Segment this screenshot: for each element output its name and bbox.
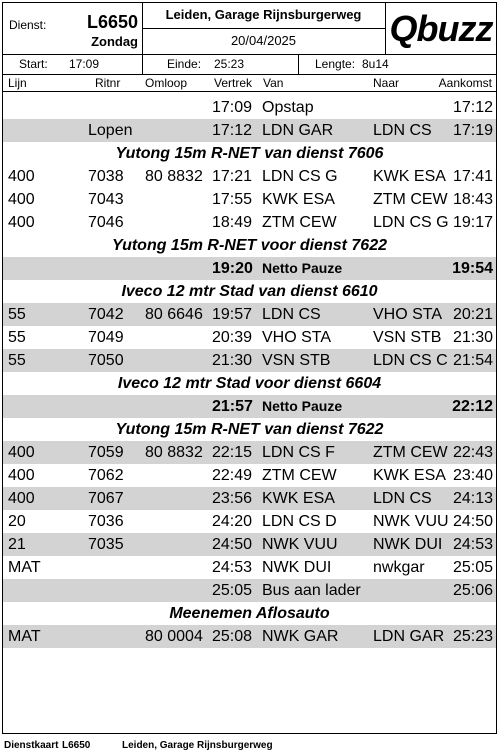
start-time: 17:09 [69,57,100,71]
cell-vertrek: 18:49 [212,214,253,231]
cell-van: VSN STB [262,352,331,369]
cell-naar: KWK ESA [373,168,446,185]
cell-van: ZTM CEW [262,214,337,231]
cell-vertrek: 17:09 [212,99,253,116]
cell-ritnr: 7043 [88,191,124,208]
cell-naar: KWK ESA [373,467,446,484]
trip-row [3,464,496,487]
cell-vertrek: 17:12 [212,122,253,139]
cell-van: Bus aan lader [262,582,361,599]
pause-row [3,257,496,280]
duty-day: Zondag [91,34,138,49]
cell-vertrek: 25:08 [212,628,253,645]
cell-ritnr: 7050 [88,352,124,369]
cell-van: LDN CS [262,306,321,323]
cell-lijn: MAT [8,628,41,645]
vehicle-title: Yutong 15m R-NET voor dienst 7622 [111,237,387,254]
cell-aankomst: 25:06 [452,582,493,599]
cell-aankomst: 23:40 [452,467,493,484]
separator [142,55,143,74]
cell-lijn: 400 [8,490,35,507]
cell-aankomst: 21:30 [452,329,493,346]
cell-ritnr: 7042 [88,306,124,323]
trip-row [3,510,496,533]
vehicle-title-row [3,142,496,165]
cell-vertrek: 17:55 [212,191,253,208]
cell-lijn: 400 [8,191,35,208]
cell-naar: LDN CS [373,122,432,139]
trip-row [3,119,496,142]
trip-row [3,165,496,188]
cell-vertrek: 24:53 [212,559,253,576]
cell-lijn: MAT [8,559,41,576]
trip-row [3,487,496,510]
cell-van: ZTM CEW [262,467,337,484]
trip-row [3,625,496,648]
cell-lijn: 400 [8,444,35,461]
duty-card [2,2,497,734]
cell-naar: ZTM CEW [373,191,448,208]
cell-omloop: 80 8832 [145,168,203,185]
cell-vertrek: 21:57 [212,398,253,415]
col-aankomst: Aankomst [438,76,492,90]
cell-omloop: 80 6646 [145,306,203,323]
cell-aankomst: 19:54 [452,260,493,277]
cell-aankomst: 25:05 [452,559,493,576]
col-ritnr: Ritnr [95,76,121,90]
cell-aankomst: 18:43 [452,191,493,208]
cell-lijn: 20 [8,513,26,530]
trip-row [3,349,496,372]
header-top [3,3,496,55]
cell-vertrek: 22:49 [212,467,253,484]
trip-row [3,441,496,464]
cell-aankomst: 17:19 [452,122,493,139]
cell-vertrek: 22:15 [212,444,253,461]
cell-aankomst: 22:43 [452,444,493,461]
vehicle-title-row [3,280,496,303]
trip-row [3,211,496,234]
vehicle-title-row [3,234,496,257]
cell-van: LDN CS F [262,444,335,461]
qbuzz-logo: Qbuzz [389,8,493,49]
cell-aankomst: 24:13 [452,490,493,507]
trip-row [3,303,496,326]
cell-ritnr: 7049 [88,329,124,346]
cell-aankomst: 22:12 [452,398,493,415]
vehicle-title: Iveco 12 mtr Stad voor dienst 6604 [117,375,382,392]
trip-row [3,556,496,579]
footer [4,740,494,754]
cell-vertrek: 25:05 [212,582,253,599]
cell-lijn: 55 [8,352,26,369]
cell-lijn: 55 [8,306,26,323]
trip-row [3,326,496,349]
cell-van: KWK ESA [262,191,335,208]
duty-date: 20/04/2025 [230,33,297,48]
cell-ritnr: 7035 [88,536,124,553]
cell-van: Netto Pauze [262,260,343,276]
cell-ritnr: 7059 [88,444,124,461]
cell-vertrek: 19:57 [212,306,253,323]
vehicle-title: Yutong 15m R-NET van dienst 7622 [115,421,384,438]
cell-naar: LDN CS [373,490,432,507]
cell-ritnr: 7046 [88,214,124,231]
cell-aankomst: 21:54 [452,352,493,369]
cell-ritnr: Lopen [88,122,133,139]
pause-row [3,395,496,418]
vehicle-title-row [3,418,496,441]
cell-van: VHO STA [262,329,332,346]
cell-naar: NWK DUI [373,536,443,553]
cell-aankomst: 24:50 [452,513,493,530]
cell-naar: LDN CS G [373,214,449,231]
cell-lijn: 400 [8,168,35,185]
cell-aankomst: 25:23 [452,628,493,645]
column-header [3,75,496,92]
cell-van: LDN CS D [262,513,337,530]
cell-van: LDN CS G [262,168,338,185]
cell-vertrek: 24:50 [212,536,253,553]
cell-vertrek: 19:20 [212,260,253,277]
length-value: 8u14 [362,57,389,71]
col-vertrek: Vertrek [214,76,253,90]
cell-naar: LDN CS C [373,352,448,369]
cell-lijn: 400 [8,467,35,484]
cell-vertrek: 23:56 [212,490,253,507]
footer-duty-number: L6650 [62,740,91,751]
cell-ritnr: 7062 [88,467,124,484]
cell-aankomst: 20:21 [452,306,493,323]
cell-aankomst: 17:12 [452,99,493,116]
cell-aankomst: 24:53 [452,536,493,553]
vehicle-title: Yutong 15m R-NET van dienst 7606 [115,145,384,162]
cell-naar: nwkgar [373,559,425,576]
cell-vertrek: 20:39 [212,329,253,346]
footer-label: Dienstkaart [4,740,59,751]
garage-name: Leiden, Garage Rijnsburgerweg [142,3,385,29]
cell-van: NWK DUI [262,559,332,576]
cell-naar: VSN STB [373,329,442,346]
schedule-rows [3,96,496,648]
trip-row [3,533,496,556]
footer-garage: Leiden, Garage Rijnsburgerweg [122,740,273,751]
cell-vertrek: 21:30 [212,352,253,369]
cell-aankomst: 19:17 [452,214,493,231]
vehicle-title-row [3,602,496,625]
cell-van: LDN GAR [262,122,334,139]
vehicle-title: Meenemen Aflosauto [169,605,330,622]
header-times [3,55,496,75]
end-time: 25:23 [214,57,245,71]
col-omloop: Omloop [145,76,188,90]
trip-row [3,188,496,211]
start-label: Start: [19,57,48,71]
cell-omloop: 80 8832 [145,444,203,461]
cell-naar: VHO STA [373,306,443,323]
cell-van: KWK ESA [262,490,335,507]
col-van: Van [263,76,284,90]
cell-vertrek: 24:20 [212,513,253,530]
duty-cell [3,3,143,54]
separator [298,55,299,74]
cell-lijn: 55 [8,329,26,346]
length-label: Lengte: [315,57,356,71]
trip-row [3,579,496,602]
cell-lijn: 400 [8,214,35,231]
duty-label: Dienst: [9,18,47,32]
cell-vertrek: 17:21 [212,168,253,185]
cell-naar: LDN GAR [373,628,445,645]
col-lijn: Lijn [8,76,27,90]
cell-ritnr: 7038 [88,168,124,185]
vehicle-title-row [3,372,496,395]
vehicle-title: Iveco 12 mtr Stad van dienst 6610 [121,283,378,300]
end-label: Einde: [167,57,202,71]
cell-naar: ZTM CEW [373,444,448,461]
trip-row [3,96,496,119]
cell-ritnr: 7067 [88,490,124,507]
cell-van: Netto Pauze [262,398,343,414]
cell-van: Opstap [262,99,314,116]
duty-number: L6650 [86,12,138,32]
cell-ritnr: 7036 [88,513,124,530]
cell-naar: NWK VUU [373,513,449,530]
cell-omloop: 80 0004 [145,628,203,645]
col-naar: Naar [373,76,400,90]
cell-van: NWK VUU [262,536,338,553]
cell-lijn: 21 [8,536,26,553]
cell-van: NWK GAR [262,628,339,645]
garage-cell [142,3,386,54]
cell-aankomst: 17:41 [452,168,493,185]
